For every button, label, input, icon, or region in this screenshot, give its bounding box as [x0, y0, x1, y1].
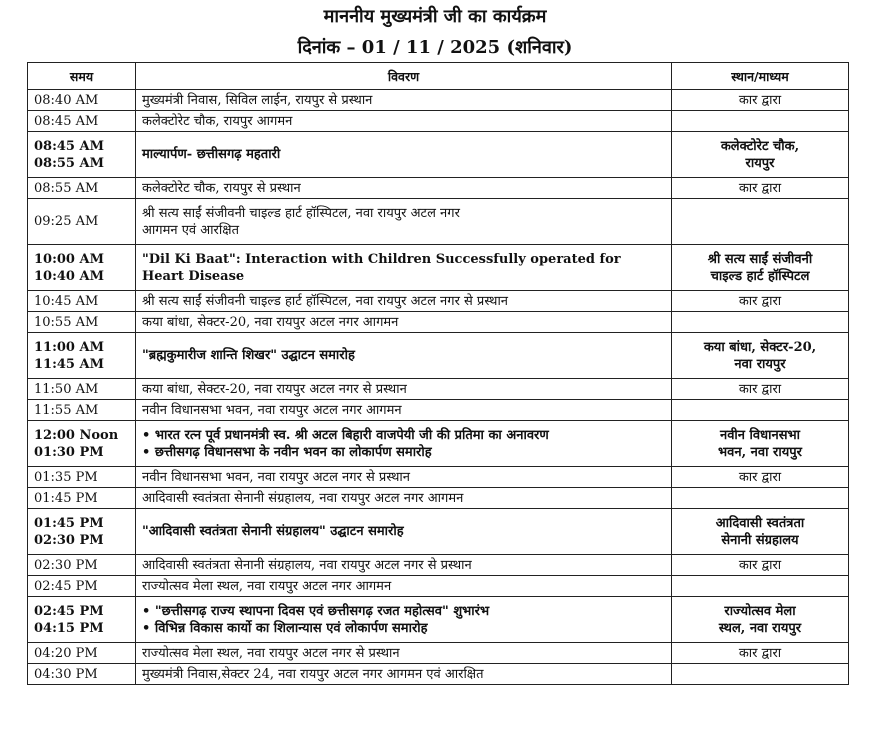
- time-cell: [28, 488, 136, 509]
- description-cell-line: राज्योत्सव मेला स्थल, नवा रायपुर अटल नगर से प्रस्थान: [142, 645, 400, 661]
- table-header-row: [28, 63, 849, 90]
- table-row: [28, 400, 849, 421]
- description-cell-line: • "छत्तीसगढ़ राज्य स्थापना दिवस एवं छत्तीसगढ़ रजत महोत्सव" शुभारंभ: [142, 603, 490, 619]
- place-cell: [672, 132, 849, 178]
- description-cell: [136, 643, 672, 664]
- place-cell-line: कार द्वारा: [738, 92, 782, 108]
- description-cell-line: • भारत रत्न पूर्व प्रधानमंत्री स्व. श्री अटल बिहारी वाजपेयी जी की प्रतिमा का अनावरण: [142, 427, 549, 443]
- time-cell-line: 10:40 AM: [34, 268, 104, 284]
- place-cell: [672, 333, 849, 379]
- time-cell-line: 01:35 PM: [34, 469, 98, 485]
- table-row: [28, 488, 849, 509]
- time-cell: [28, 379, 136, 400]
- place-cell: [672, 488, 849, 509]
- description-cell-line: आदिवासी स्वतंत्रता सेनानी संग्रहालय, नवा रायपुर अटल नगर आगमन: [142, 490, 464, 506]
- time-cell-line: 04:15 PM: [34, 620, 104, 636]
- description-cell-line: मुख्यमंत्री निवास, सिविल लाईन, रायपुर से प्रस्थान: [142, 92, 373, 108]
- table-row: [28, 199, 849, 245]
- time-cell: [28, 555, 136, 576]
- table-row: [28, 597, 849, 643]
- table-row: [28, 111, 849, 132]
- description-cell-line: कलेक्टोरेट चौक, रायपुर आगमन: [142, 113, 293, 129]
- place-cell: [672, 597, 849, 643]
- description-cell-line: माल्यार्पण- छत्तीसगढ़ महतारी: [142, 147, 281, 162]
- description-cell-line: नवीन विधानसभा भवन, नवा रायपुर अटल नगर से प्रस्थान: [142, 469, 411, 485]
- time-cell-line: 11:50 AM: [34, 381, 99, 397]
- time-cell: [28, 509, 136, 555]
- time-cell-line: 11:45 AM: [34, 356, 104, 372]
- time-cell: [28, 291, 136, 312]
- description-cell: [136, 467, 672, 488]
- place-cell-line: आदिवासी स्वतंत्रता: [715, 515, 805, 531]
- table-row: [28, 291, 849, 312]
- table-row: [28, 90, 849, 111]
- description-cell-line: कया बांधा, सेक्टर-20, नवा रायपुर अटल नगर आगमन: [142, 314, 399, 330]
- description-cell: [136, 597, 672, 643]
- place-cell-line: चाइल्ड हार्ट हॉस्पिटल: [710, 268, 810, 284]
- place-cell: [672, 312, 849, 333]
- place-cell: [672, 467, 849, 488]
- time-cell-line: 01:45 PM: [34, 490, 98, 506]
- place-cell-line: कार द्वारा: [738, 293, 782, 309]
- column-header-place: स्थान/माध्यम: [672, 63, 849, 90]
- time-cell-line: 02:45 PM: [34, 578, 98, 594]
- time-cell-line: 01:45 PM: [34, 515, 104, 531]
- time-cell-line: 10:55 AM: [34, 314, 99, 330]
- description-cell: [136, 664, 672, 685]
- description-cell-line: • छत्तीसगढ़ विधानसभा के नवीन भवन का लोकार्पण समारोह: [142, 444, 432, 460]
- table-row: [28, 643, 849, 664]
- description-cell: [136, 111, 672, 132]
- description-cell: [136, 245, 672, 291]
- table-row: [28, 664, 849, 685]
- time-cell-line: 11:00 AM: [34, 339, 104, 355]
- time-cell-line: 02:45 PM: [34, 603, 104, 619]
- description-cell: [136, 421, 672, 467]
- description-cell: [136, 312, 672, 333]
- time-cell-line: 08:45 AM: [34, 113, 99, 129]
- date-line: दिनांक – 01 / 11 / 2025 (शनिवार): [297, 37, 573, 58]
- place-cell-line: कार द्वारा: [738, 469, 782, 485]
- place-cell-line: कया बांधा, सेक्टर-20,: [703, 339, 817, 355]
- place-cell-line: श्री सत्य साईं संजीवनी: [707, 251, 813, 267]
- table-row: [28, 312, 849, 333]
- time-cell: [28, 312, 136, 333]
- time-cell: [28, 643, 136, 664]
- description-cell-line: "Dil Ki Baat": Interaction with Children Successfully operated for: [142, 251, 621, 267]
- place-cell-line: कार द्वारा: [738, 557, 782, 573]
- place-cell: [672, 245, 849, 291]
- description-cell-line: नवीन विधानसभा भवन, नवा रायपुर अटल नगर आगमन: [142, 402, 402, 418]
- time-cell-line: 09:25 AM: [34, 214, 99, 229]
- time-cell: [28, 576, 136, 597]
- table-row: [28, 555, 849, 576]
- table-row: [28, 576, 849, 597]
- time-cell-line: 08:55 AM: [34, 155, 104, 171]
- time-cell: [28, 132, 136, 178]
- time-cell: [28, 467, 136, 488]
- time-cell: [28, 597, 136, 643]
- description-cell: [136, 199, 672, 245]
- time-cell-line: 08:45 AM: [34, 138, 104, 154]
- description-cell: [136, 379, 672, 400]
- place-cell: [672, 178, 849, 199]
- time-cell-line: 04:20 PM: [34, 645, 98, 661]
- description-cell-line: "ब्रह्मकुमारीज शान्ति शिखर" उद्घाटन समारोह: [142, 348, 355, 363]
- schedule-table: [27, 62, 849, 685]
- time-cell-line: 02:30 PM: [34, 557, 98, 573]
- description-cell-line: आदिवासी स्वतंत्रता सेनानी संग्रहालय, नवा रायपुर अटल नगर से प्रस्थान: [142, 557, 472, 573]
- description-cell-line: राज्योत्सव मेला स्थल, नवा रायपुर अटल नगर आगमन: [142, 578, 392, 594]
- place-cell: [672, 664, 849, 685]
- table-row: [28, 178, 849, 199]
- place-cell: [672, 199, 849, 245]
- description-cell-line: कलेक्टोरेट चौक, रायपुर से प्रस्थान: [142, 180, 301, 196]
- place-cell: [672, 90, 849, 111]
- place-cell-line: नवा रायपुर: [734, 356, 786, 372]
- place-cell-line: कलेक्टोरेट चौक,: [720, 138, 800, 154]
- time-cell-line: 08:55 AM: [34, 180, 99, 196]
- time-cell-line: 04:30 PM: [34, 666, 98, 682]
- table-row: [28, 333, 849, 379]
- table-row: [28, 379, 849, 400]
- description-cell: [136, 576, 672, 597]
- place-cell: [672, 291, 849, 312]
- place-cell: [672, 555, 849, 576]
- description-cell: [136, 555, 672, 576]
- time-cell-line: 01:30 PM: [34, 444, 104, 460]
- time-cell-line: 10:00 AM: [34, 251, 104, 267]
- time-cell: [28, 90, 136, 111]
- place-cell-line: कार द्वारा: [738, 381, 782, 397]
- page-title: माननीय मुख्यमंत्री जी का कार्यक्रम: [323, 6, 547, 27]
- table-row: [28, 421, 849, 467]
- place-cell-line: नवीन विधानसभा: [719, 427, 801, 443]
- place-cell: [672, 643, 849, 664]
- table-row: [28, 509, 849, 555]
- place-cell: [672, 400, 849, 421]
- time-cell-line: 12:00 Noon: [34, 427, 119, 443]
- description-cell-line: मुख्यमंत्री निवास,सेक्टर 24, नवा रायपुर अटल नगर आगमन एवं आरक्षित: [142, 666, 484, 682]
- table-row: [28, 467, 849, 488]
- description-cell: [136, 509, 672, 555]
- table-row: [28, 245, 849, 291]
- place-cell: [672, 421, 849, 467]
- description-cell-line: श्री सत्य साईं संजीवनी चाइल्ड हार्ट हॉस्पिटल, नवा रायपुर अटल नगर से प्रस्थान: [142, 293, 509, 309]
- place-cell-line: सेनानी संग्रहालय: [721, 532, 799, 548]
- table-row: [28, 132, 849, 178]
- time-cell: [28, 333, 136, 379]
- place-cell-line: स्थल, नवा रायपुर: [718, 620, 802, 636]
- description-cell: [136, 400, 672, 421]
- description-cell: [136, 333, 672, 379]
- place-cell-line: राज्योत्सव मेला: [724, 603, 796, 619]
- time-cell: [28, 199, 136, 245]
- description-cell-line: आगमन एवं आरक्षित: [142, 222, 239, 238]
- time-cell-line: 02:30 PM: [34, 532, 104, 548]
- description-cell: [136, 488, 672, 509]
- time-cell: [28, 400, 136, 421]
- column-header-description: विवरण: [136, 63, 672, 90]
- place-cell-line: कार द्वारा: [738, 645, 782, 661]
- time-cell: [28, 421, 136, 467]
- time-cell: [28, 664, 136, 685]
- time-cell: [28, 111, 136, 132]
- place-cell: [672, 379, 849, 400]
- description-cell: [136, 178, 672, 199]
- time-cell: [28, 245, 136, 291]
- place-cell: [672, 111, 849, 132]
- description-cell-line: "आदिवासी स्वतंत्रता सेनानी संग्रहालय" उद्घाटन समारोह: [142, 524, 404, 539]
- time-cell-line: 11:55 AM: [34, 402, 99, 418]
- time-cell: [28, 178, 136, 199]
- description-cell: [136, 132, 672, 178]
- description-cell-line: श्री सत्य साईं संजीवनी चाइल्ड हार्ट हॉस्पिटल, नवा रायपुर अटल नगर: [142, 205, 460, 221]
- place-cell-line: रायपुर: [745, 155, 775, 171]
- description-cell-line: Heart Disease: [142, 268, 245, 284]
- description-cell-line: • विभिन्न विकास कार्यो का शिलान्यास एवं लोकार्पण समारोह: [142, 620, 428, 636]
- description-cell: [136, 90, 672, 111]
- description-cell: [136, 291, 672, 312]
- place-cell: [672, 509, 849, 555]
- place-cell-line: कार द्वारा: [738, 180, 782, 196]
- time-cell-line: 08:40 AM: [34, 92, 99, 108]
- place-cell: [672, 576, 849, 597]
- description-cell-line: कया बांधा, सेक्टर-20, नवा रायपुर अटल नगर से प्रस्थान: [142, 381, 407, 397]
- place-cell-line: भवन, नवा रायपुर: [718, 444, 802, 460]
- column-header-time: समय: [28, 63, 136, 90]
- time-cell-line: 10:45 AM: [34, 293, 99, 309]
